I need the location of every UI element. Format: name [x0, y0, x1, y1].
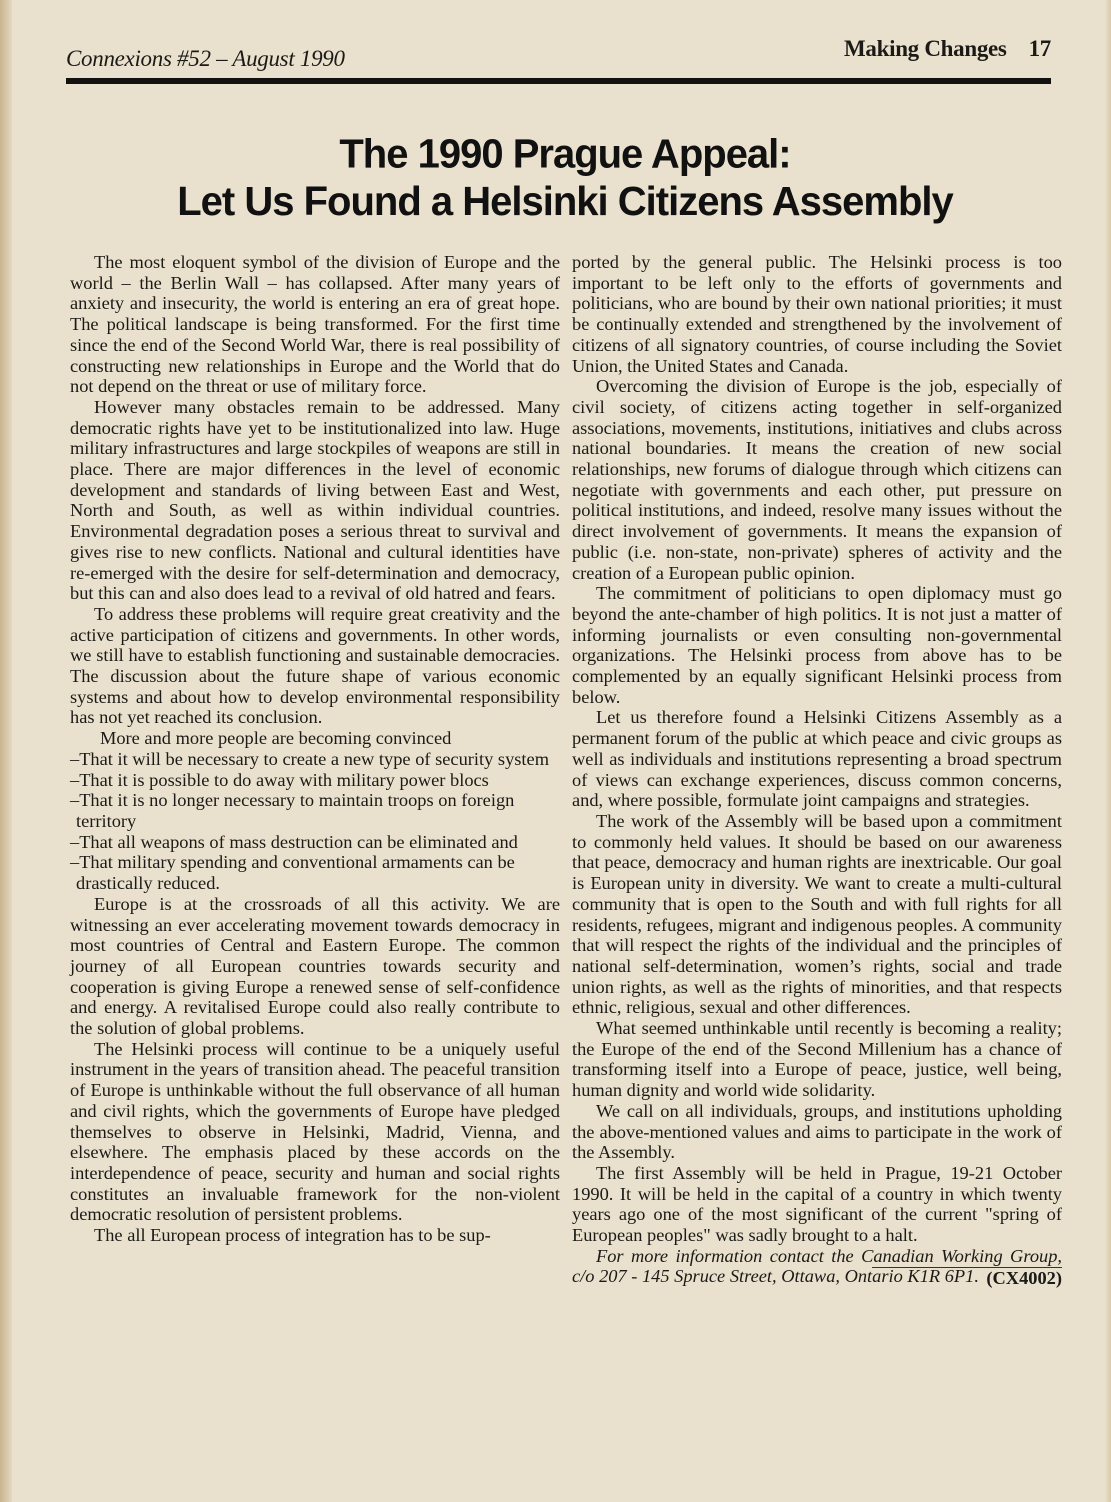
list-item: –That military spending and conventional armaments can be drastically reduced.: [70, 852, 515, 894]
paragraph: The Helsinki process will continue to be a uniquely useful instrument in the years of transition ahead. The peaceful transition of Europe is unthinkable without the full observance of all human and civil rights, which the governments of Europe have pledged themselves to observe in Helsinki, Madrid, Vienna, and elsewhere. The emphasis placed by these accords on the interdependence of peace, security and human and social rights constitutes an invaluable framework for the non-violent democratic resolution of persistent problems.: [70, 1038, 560, 1225]
paragraph: Overcoming the division of Europe is the job, especially of civil society, of citizens acting together in self-organized associations, movements, institutions, initiatives and clubs across national boundaries. It means the creation of new social relationships, new forums of dialogue through which citizens can negotiate with governments and each other, put pressure on political institutions, and indeed, resolve many issues without the direct involvement of governments. It means the expansion of public (i.e. non-state, non-private) spheres of activity and the creation of a European public opinion.: [572, 376, 1062, 583]
paragraph: To address these problems will require great creativity and the active participation of citizens and governments. In other words, we still have to establish functioning and sustainable democracies. The discussion about the future shape of various economic systems and about how to develop environmental responsibility has not yet reached its conclusion.: [70, 603, 560, 728]
title-line-2: Let Us Found a Helsinki Citizens Assembly: [177, 179, 953, 225]
list-item: –That all weapons of mass destruction can be eliminated and: [70, 831, 518, 852]
paragraph: Europe is at the crossroads of all this activity. We are witnessing an ever accelerating movement towards democracy in most countries of Central and Eastern Europe. The common journey of all European countries towards security and cooperation is giving Europe a renewed sense of self-confidence and energy. A revitalised Europe could also really contribute to the solution of global problems.: [70, 893, 560, 1039]
paragraph: Let us therefore found a Helsinki Citizens Assembly as a permanent forum of the public at which peace and civic groups as well as individuals and institutions representing a broad spectrum of views can exchange experiences, discuss common concerns, and, where possible, formulate joint campaigns and strategies.: [572, 707, 1062, 811]
article-code: (CX4002): [872, 1267, 1062, 1289]
list-intro: More and more people are becoming convinced: [100, 728, 452, 749]
header-rule: [66, 78, 1051, 84]
page-edge: [1105, 0, 1111, 1502]
paragraph: The commitment of politicians to open diplomacy must go beyond the ante-chamber of high politics. It is not just a matter of informing journalists or even consulting non-governmental organizations. The Helsinki process from above has to be complemented by an equally significant Helsinki process from below.: [572, 583, 1062, 707]
paragraph: We call on all individuals, groups, and institutions upholding the above-mentioned values and aims to participate in the work of the Assembly.: [572, 1100, 1062, 1163]
paragraph-continued: ported by the general public. The Helsinki process is too important to be left only to the efforts of governments and politicians, who are bound by their own national priorities; it must be continually extended and strengthened by the involvement of citizens of all signatory countries, of course including the Soviet Union, the United States and Canada.: [572, 252, 1062, 376]
paragraph: What seemed unthinkable until recently is becoming a reality; the Europe of the end of the Second Millenium has a chance of transforming itself into a Europe of peace, justice, well being, human dignity and world wide solidarity.: [572, 1018, 1062, 1101]
list-item: –That it is possible to do away with military power blocs: [70, 769, 489, 790]
page-edge: [0, 0, 12, 1502]
paragraph: The most eloquent symbol of the division of Europe and the world – the Berlin Wall – has collapsed. After many years of anxiety and insecurity, the world is entering an era of great hope. The political landscape is being transformed. For the first time since the end of the Second World War, there is real possibility of constructing new relationships in Europe and the World that do not depend on the threat or use of military force.: [70, 252, 560, 397]
article-title: [60, 131, 1070, 226]
right-column: [572, 252, 1062, 1289]
paragraph: The work of the Assembly will be based upon a commitment to commonly held values. It should be based on our awareness that peace, democracy and human rights are inextricable. Our goal is European unity in diversity. We want to create a multi-cultural community that is open to the South and with full rights for all residents, refugees, migrant and indigenous peoples. A community that will respect the rights of the individual and the principles of national self-determination, women’s rights, social and trade union rights, as well as the rights of minorities, and that respects ethnic, religious, sexual and other differences.: [572, 810, 1062, 1018]
title-line-1: The 1990 Prague Appeal:: [339, 131, 791, 177]
section-and-page: [844, 36, 1051, 62]
paragraph: The all European process of integration has to be sup-: [94, 1225, 491, 1246]
paragraph: However many obstacles remain to be addressed. Many democratic rights have yet to be institutionalized into law. Huge military infrastructures and large stockpiles of weapons are still in place. There are major differences in the level of economic development and standards of living between East and West, North and South, as well as within individual countries. Environmental degradation poses a serious threat to survival and gives rise to new conflicts. National and cultural identities have re-emerged with the desire for self-determination and democracy, but this can and also does lead to a revival of old hatred and fears.: [70, 396, 560, 604]
list-item: –That it will be necessary to create a new type of security system: [70, 748, 550, 769]
contact-info: For more information contact the Canadian Working Group, c/o 207 - 145 Spruce Street, Ottawa, Ontario K1R 6P1.: [572, 1245, 1062, 1287]
publication-info: Connexions #52 – August 1990: [66, 46, 345, 71]
left-column: [70, 252, 560, 1246]
running-head: [66, 36, 1051, 76]
section-name: Making Changes: [844, 36, 1007, 61]
page-number: 17: [1028, 36, 1051, 61]
list-item: –That it is no longer necessary to maintain troops on foreign territory: [70, 790, 515, 831]
paragraph: The first Assembly will be held in Prague, 19-21 October 1990. It will be held in the capital of a country in which twenty years ago one of the most significant of the current "spring of European peoples" was sadly brought to a halt.: [572, 1162, 1062, 1246]
